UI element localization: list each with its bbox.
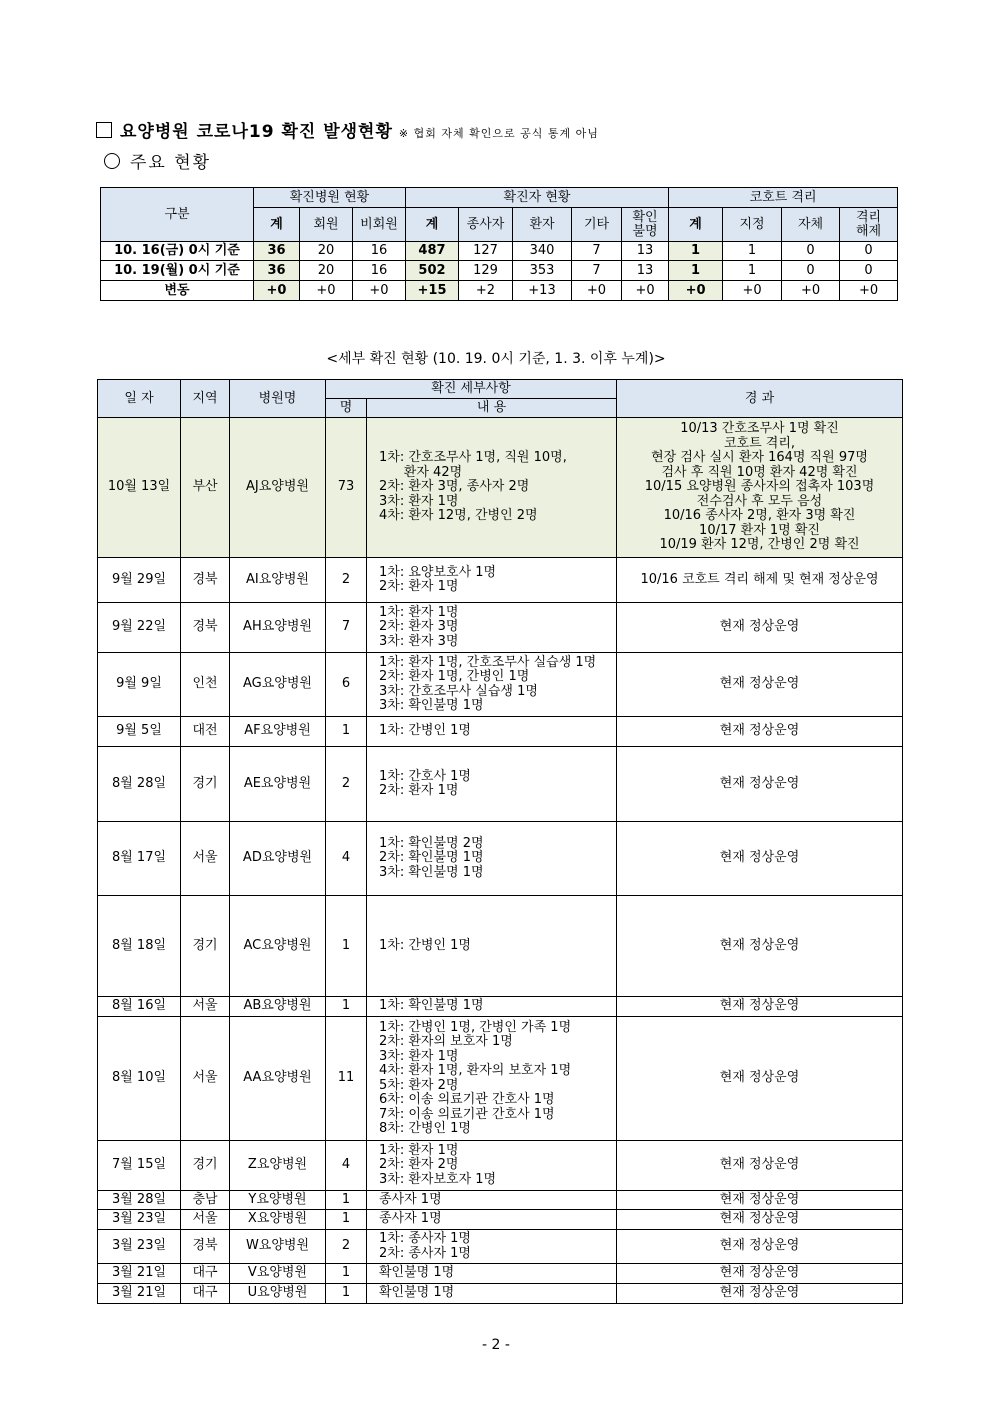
subheader: 환자 — [513, 208, 572, 242]
header-date: 일 자 — [98, 380, 181, 418]
subheader: 회원 — [300, 208, 353, 242]
region-cell: 경기 — [181, 1141, 230, 1191]
result-cell: 현재 정상운영 — [617, 1230, 903, 1264]
subheader: 비회원 — [353, 208, 406, 242]
date-cell: 3월 21일 — [98, 1284, 181, 1304]
region-cell: 서울 — [181, 1210, 230, 1230]
hospital-cell: AF요양병원 — [230, 717, 326, 747]
summary-cell: +0 — [572, 281, 622, 301]
summary-cell: +0 — [254, 281, 300, 301]
result-cell: 현재 정상운영 — [617, 997, 903, 1017]
summary-cell: +0 — [622, 281, 669, 301]
summary-cell: 502 — [406, 261, 459, 281]
count-cell: 1 — [326, 717, 367, 747]
hospital-cell: X요양병원 — [230, 1210, 326, 1230]
hospital-cell: AJ요양병원 — [230, 418, 326, 558]
subheader: 계 — [669, 208, 723, 242]
subheader: 지정 — [723, 208, 782, 242]
subtitle-text: 주요 현황 — [130, 153, 212, 173]
count-cell: 11 — [326, 1017, 367, 1141]
result-cell: 현재 정상운영 — [617, 1191, 903, 1210]
header-cohort: 코호트 격리 — [669, 188, 898, 208]
detail-row — [98, 558, 903, 603]
summary-cell: 0 — [782, 261, 840, 281]
summary-cell: 13 — [622, 242, 669, 261]
subheader: 격리 해제 — [840, 208, 898, 242]
hospital-cell: AA요양병원 — [230, 1017, 326, 1141]
detail-row — [98, 653, 903, 717]
date-cell: 8월 28일 — [98, 747, 181, 822]
content-cell: 1차: 환자 1명 2차: 환자 2명 3차: 환자보호자 1명 — [367, 1141, 617, 1191]
title-note: ※ 협회 자체 확인으로 공식 통계 아님 — [398, 127, 599, 140]
count-cell: 1 — [326, 997, 367, 1017]
content-cell: 1차: 간병인 1명 — [367, 896, 617, 997]
summary-cell: +0 — [300, 281, 353, 301]
subheader: 종사자 — [459, 208, 513, 242]
date-cell: 9월 22일 — [98, 603, 181, 653]
summary-cell: 36 — [254, 261, 300, 281]
detail-row — [98, 896, 903, 997]
content-cell: 1차: 간병인 1명, 간병인 가족 1명 2차: 환자의 보호자 1명 3차: 환자 1명 4차: 환자 1명, 환자의 보호자 1명 5차: 환자 2명 6차: 이송 의료기관 간호사 1명 7차: 이송 의료기관 간호사 1명 8차: 간병인 1명 — [367, 1017, 617, 1141]
header-category: 구분 — [101, 188, 254, 242]
detail-row — [98, 1264, 903, 1284]
region-cell: 대구 — [181, 1284, 230, 1304]
content-cell: 종사자 1명 — [367, 1191, 617, 1210]
hospital-cell: Z요양병원 — [230, 1141, 326, 1191]
summary-cell: 340 — [513, 242, 572, 261]
date-cell: 9월 9일 — [98, 653, 181, 717]
count-cell: 1 — [326, 1210, 367, 1230]
result-cell: 현재 정상운영 — [617, 896, 903, 997]
date-cell: 9월 29일 — [98, 558, 181, 603]
detail-table — [97, 379, 903, 1304]
header-hospitals: 확진병원 현황 — [254, 188, 406, 208]
subheader: 자체 — [782, 208, 840, 242]
region-cell: 인천 — [181, 653, 230, 717]
summary-cell: +0 — [669, 281, 723, 301]
section-title — [96, 117, 599, 142]
count-cell: 4 — [326, 1141, 367, 1191]
header-cases: 확진자 현황 — [406, 188, 669, 208]
detail-row — [98, 717, 903, 747]
region-cell: 서울 — [181, 1017, 230, 1141]
summary-cell: 0 — [840, 242, 898, 261]
result-cell: 현재 정상운영 — [617, 1284, 903, 1304]
summary-cell: 1 — [669, 242, 723, 261]
summary-row — [101, 281, 898, 301]
count-cell: 6 — [326, 653, 367, 717]
summary-cell: +0 — [353, 281, 406, 301]
result-cell: 현재 정상운영 — [617, 653, 903, 717]
content-cell: 1차: 확인불명 1명 — [367, 997, 617, 1017]
count-cell: 2 — [326, 747, 367, 822]
summary-cell: 0 — [840, 261, 898, 281]
subheader: 계 — [406, 208, 459, 242]
header-result: 경 과 — [617, 380, 903, 418]
result-cell: 현재 정상운영 — [617, 1141, 903, 1191]
summary-cell: +13 — [513, 281, 572, 301]
content-cell: 확인불명 1명 — [367, 1264, 617, 1284]
date-cell: 3월 28일 — [98, 1191, 181, 1210]
detail-row — [98, 747, 903, 822]
summary-cell: 1 — [723, 242, 782, 261]
summary-cell: +0 — [723, 281, 782, 301]
date-cell: 9월 5일 — [98, 717, 181, 747]
region-cell: 경북 — [181, 603, 230, 653]
circle-bullet-icon — [104, 153, 120, 169]
count-cell: 1 — [326, 1284, 367, 1304]
hospital-cell: AC요양병원 — [230, 896, 326, 997]
result-cell: 현재 정상운영 — [617, 1210, 903, 1230]
region-cell: 대구 — [181, 1264, 230, 1284]
title-text: 요양병원 코로나19 확진 발생현황 — [120, 122, 393, 142]
detail-row — [98, 1284, 903, 1304]
result-cell: 10/16 코호트 격리 해제 및 현재 정상운영 — [617, 558, 903, 603]
date-cell: 8월 16일 — [98, 997, 181, 1017]
hospital-cell: V요양병원 — [230, 1264, 326, 1284]
summary-cell: 353 — [513, 261, 572, 281]
summary-cell: 487 — [406, 242, 459, 261]
date-cell: 8월 10일 — [98, 1017, 181, 1141]
summary-cell: 129 — [459, 261, 513, 281]
checkbox-square-icon — [96, 122, 112, 138]
summary-cell: 1 — [723, 261, 782, 281]
detail-caption: <세부 확진 현황 (10. 19. 0시 기준, 1. 3. 이후 누계)> — [326, 351, 666, 367]
date-cell: 8월 18일 — [98, 896, 181, 997]
summary-cell: +2 — [459, 281, 513, 301]
hospital-cell: AI요양병원 — [230, 558, 326, 603]
summary-table — [100, 187, 898, 301]
content-cell: 1차: 종사자 1명 2차: 종사자 1명 — [367, 1230, 617, 1264]
result-cell: 현재 정상운영 — [617, 603, 903, 653]
subsection-title — [104, 148, 211, 173]
subheader: 기타 — [572, 208, 622, 242]
detail-row — [98, 997, 903, 1017]
count-cell: 1 — [326, 1191, 367, 1210]
content-cell: 종사자 1명 — [367, 1210, 617, 1230]
header-region: 지역 — [181, 380, 230, 418]
date-cell: 3월 23일 — [98, 1230, 181, 1264]
summary-row — [101, 242, 898, 261]
date-cell: 7월 15일 — [98, 1141, 181, 1191]
content-cell: 확인불명 1명 — [367, 1284, 617, 1304]
summary-cell: 16 — [353, 242, 406, 261]
header-content: 내 용 — [367, 399, 617, 418]
region-cell: 경북 — [181, 558, 230, 603]
summary-row — [101, 261, 898, 281]
detail-row — [98, 1141, 903, 1191]
hospital-cell: AH요양병원 — [230, 603, 326, 653]
hospital-cell: W요양병원 — [230, 1230, 326, 1264]
summary-cell: 1 — [669, 261, 723, 281]
count-cell: 1 — [326, 896, 367, 997]
content-cell: 1차: 간병인 1명 — [367, 717, 617, 747]
page-number: - 2 - — [482, 1337, 510, 1353]
row-label: 10. 16(금) 0시 기준 — [101, 242, 254, 261]
summary-cell: +0 — [782, 281, 840, 301]
hospital-cell: AG요양병원 — [230, 653, 326, 717]
result-cell: 현재 정상운영 — [617, 1017, 903, 1141]
result-cell: 10/13 간호조무사 1명 확진 코호트 격리, 현장 검사 실시 환자 164명 직원 97명 검사 후 직원 10명 환자 42명 확진 10/15 요양병원 종사자의 접촉자 103명 전수검사 후 모두 음성 10/16 종사자 2명, 환자 3명 확진 10/17 환자 1명 확진 10/19 환자 12명, 간병인 2명 확진 — [617, 418, 903, 558]
count-cell: 73 — [326, 418, 367, 558]
count-cell: 1 — [326, 1264, 367, 1284]
region-cell: 부산 — [181, 418, 230, 558]
content-cell: 1차: 확인불명 2명 2차: 확인불명 1명 3차: 확인불명 1명 — [367, 822, 617, 896]
hospital-cell: AB요양병원 — [230, 997, 326, 1017]
hospital-cell: Y요양병원 — [230, 1191, 326, 1210]
date-cell: 3월 21일 — [98, 1264, 181, 1284]
detail-row — [98, 1017, 903, 1141]
hospital-cell: U요양병원 — [230, 1284, 326, 1304]
summary-cell: +15 — [406, 281, 459, 301]
header-details: 확진 세부사항 — [326, 380, 617, 399]
detail-row — [98, 418, 903, 558]
content-cell: 1차: 간호사 1명 2차: 환자 1명 — [367, 747, 617, 822]
header-count: 명 — [326, 399, 367, 418]
row-label: 변동 — [101, 281, 254, 301]
header-hospital: 병원명 — [230, 380, 326, 418]
date-cell: 3월 23일 — [98, 1210, 181, 1230]
detail-row — [98, 822, 903, 896]
content-cell: 1차: 간호조무사 1명, 직원 10명, 환자 42명 2차: 환자 3명, 종사자 2명 3차: 환자 1명 4차: 환자 12명, 간병인 2명 — [367, 418, 617, 558]
detail-row — [98, 1191, 903, 1210]
summary-cell: 7 — [572, 242, 622, 261]
subheader: 계 — [254, 208, 300, 242]
date-cell: 8월 17일 — [98, 822, 181, 896]
count-cell: 4 — [326, 822, 367, 896]
summary-cell: 36 — [254, 242, 300, 261]
region-cell: 대전 — [181, 717, 230, 747]
summary-cell: 16 — [353, 261, 406, 281]
count-cell: 7 — [326, 603, 367, 653]
summary-cell: +0 — [840, 281, 898, 301]
summary-cell: 0 — [782, 242, 840, 261]
result-cell: 현재 정상운영 — [617, 1264, 903, 1284]
region-cell: 서울 — [181, 822, 230, 896]
summary-cell: 127 — [459, 242, 513, 261]
count-cell: 2 — [326, 1230, 367, 1264]
detail-row — [98, 603, 903, 653]
region-cell: 서울 — [181, 997, 230, 1017]
content-cell: 1차: 환자 1명 2차: 환자 3명 3차: 환자 3명 — [367, 603, 617, 653]
detail-row — [98, 1230, 903, 1264]
summary-cell: 7 — [572, 261, 622, 281]
subheader: 확인 불명 — [622, 208, 669, 242]
result-cell: 현재 정상운영 — [617, 822, 903, 896]
detail-row — [98, 1210, 903, 1230]
hospital-cell: AE요양병원 — [230, 747, 326, 822]
region-cell: 경기 — [181, 747, 230, 822]
region-cell: 경북 — [181, 1230, 230, 1264]
region-cell: 충남 — [181, 1191, 230, 1210]
hospital-cell: AD요양병원 — [230, 822, 326, 896]
content-cell: 1차: 환자 1명, 간호조무사 실습생 1명 2차: 환자 1명, 간병인 1명 3차: 간호조무사 실습생 1명 3차: 확인불명 1명 — [367, 653, 617, 717]
result-cell: 현재 정상운영 — [617, 717, 903, 747]
count-cell: 2 — [326, 558, 367, 603]
summary-cell: 20 — [300, 242, 353, 261]
result-cell: 현재 정상운영 — [617, 747, 903, 822]
region-cell: 경기 — [181, 896, 230, 997]
summary-cell: 13 — [622, 261, 669, 281]
date-cell: 10월 13일 — [98, 418, 181, 558]
summary-cell: 20 — [300, 261, 353, 281]
row-label: 10. 19(월) 0시 기준 — [101, 261, 254, 281]
content-cell: 1차: 요양보호사 1명 2차: 환자 1명 — [367, 558, 617, 603]
